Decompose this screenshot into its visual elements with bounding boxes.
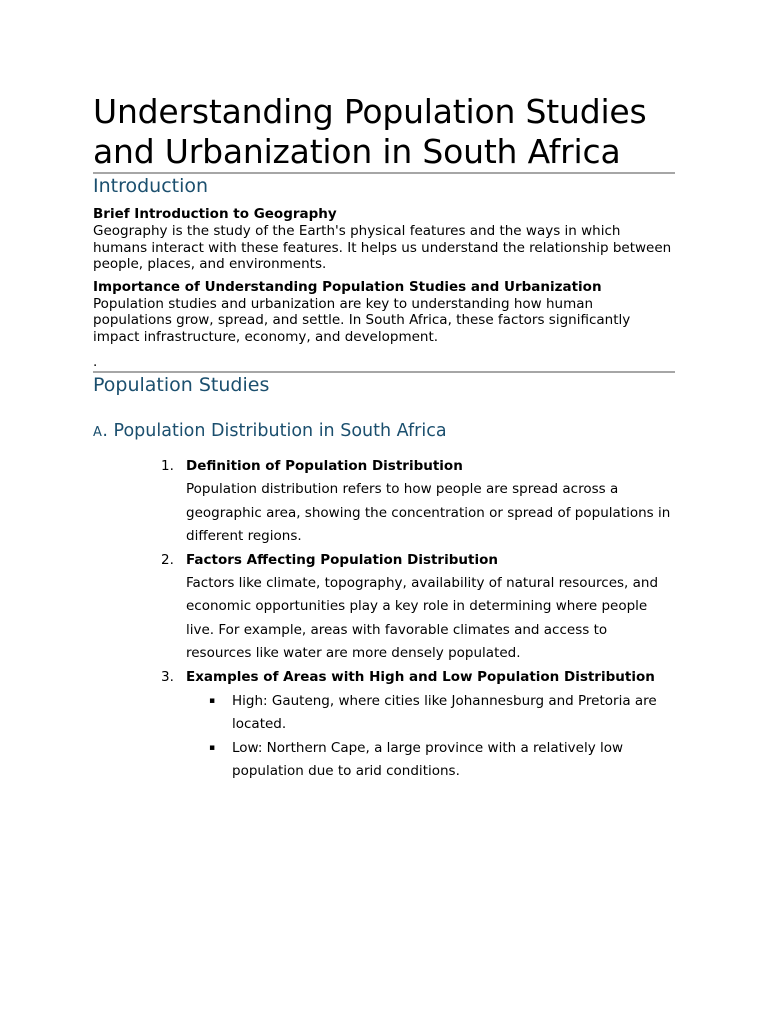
list-item-text: Factors like climate, topography, availability of natural resources, and economic opportunities play a key role in determining where people live. For example, areas with favorable climates and access to resources like water are more densely populated. xyxy=(186,575,659,662)
population-studies-heading: Population Studies xyxy=(93,374,270,396)
importance-paragraph: Population studies and urbanization are key to understanding how human populations grow, spread, and settle. In South Africa, these factors significantly impact infrastructure, economy, and development. xyxy=(93,295,631,345)
list-item xyxy=(93,666,675,784)
examples-bullet-list xyxy=(186,690,675,784)
geography-intro-subhead: Brief Introduction to Geography xyxy=(93,206,337,222)
list-item-text: Population distribution refers to how people are spread across a geographic area, showing the concentration or spread of populations in different regions. xyxy=(186,481,671,545)
importance-subhead: Importance of Understanding Population Studies and Urbanization xyxy=(93,278,602,295)
bullet-item xyxy=(186,737,675,784)
list-item-title: Definition of Population Distribution xyxy=(186,458,463,474)
list-item-title: Examples of Areas with High and Low Population Distribution xyxy=(186,668,655,685)
list-item xyxy=(93,455,675,549)
geography-intro-paragraph: Geography is the study of the Earth's physical features and the ways in which humans interact with these features. It helps us understand the relationship between people, places, and environments. xyxy=(93,223,672,272)
document-page xyxy=(93,92,675,784)
list-item xyxy=(93,549,675,666)
square-bullet-icon: ▪ xyxy=(209,696,216,707)
square-bullet-icon: ▪ xyxy=(209,742,216,753)
list-number: 1. xyxy=(161,458,174,474)
introduction-heading: Introduction xyxy=(93,175,209,197)
list-item-title: Factors Affecting Population Distribution xyxy=(186,551,498,568)
bullet-text: Low: Northern Cape, a large province with a relatively low population due to arid conditions. xyxy=(232,739,624,780)
list-number: 3. xyxy=(161,668,174,685)
trailing-period: . xyxy=(93,354,98,370)
bullet-text: High: Gauteng, where cities like Johannesburg and Pretoria are located. xyxy=(232,693,657,733)
bullet-item xyxy=(186,690,675,737)
document-title: Understanding Population Studies and Urbanization in South Africa xyxy=(93,92,647,171)
list-number: 2. xyxy=(161,551,174,568)
section-title: . Population Distribution in South Africa xyxy=(102,421,447,441)
population-distribution-heading xyxy=(93,420,675,444)
population-distribution-list xyxy=(93,455,675,784)
section-letter: A xyxy=(93,425,103,440)
